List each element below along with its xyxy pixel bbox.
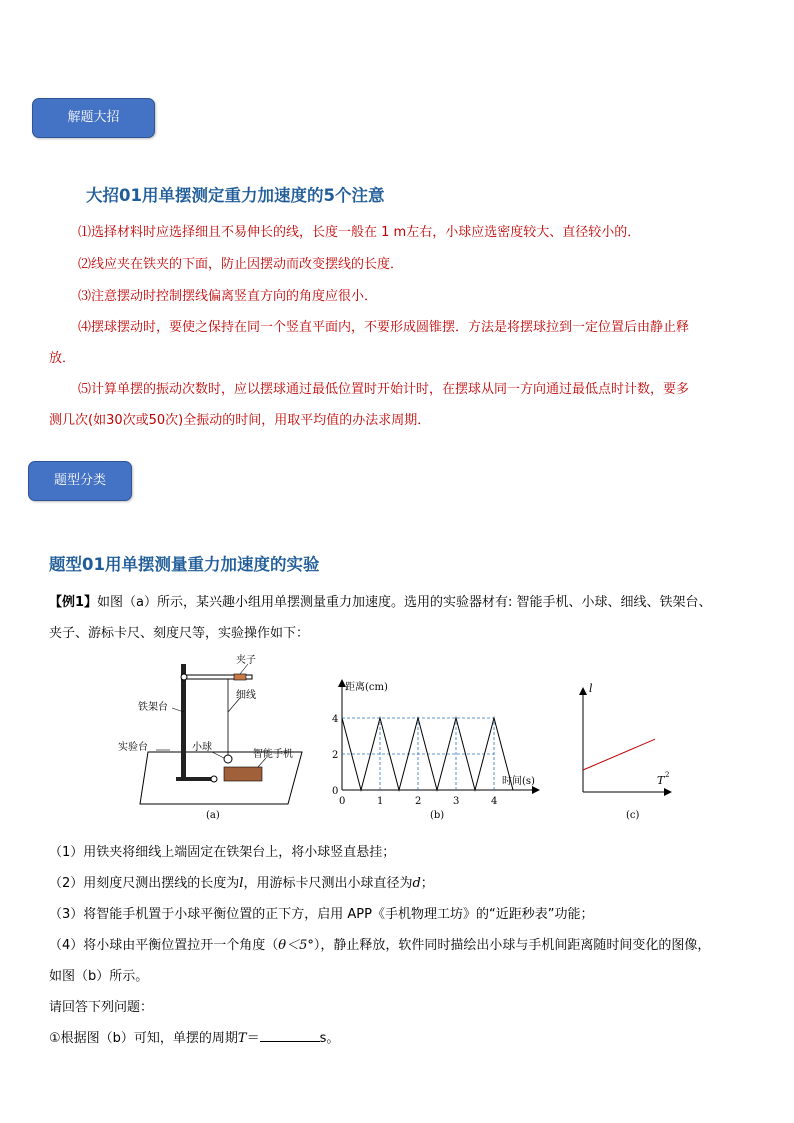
label-clip: 夹子 bbox=[236, 655, 256, 666]
note-item-5: ⑸计算单摆的振动次数时，应以摆球通过最低位置时开始计时，在摆球从同一方向通过最低点时计数，要多 bbox=[78, 382, 690, 397]
note-item-5-cont: 测几次(如30次或50次)全振动的时间，用取平均值的办法求周期． bbox=[49, 413, 431, 428]
label-string: 细线 bbox=[236, 690, 256, 701]
b-ylabel: 距离(cm) bbox=[345, 682, 388, 693]
clip bbox=[234, 674, 246, 680]
example-intro-line2: 夹子、游标卡尺、刻度尺等，实验操作如下： bbox=[49, 626, 310, 641]
smartphone bbox=[224, 767, 262, 781]
note-item-2: ⑵线应夹在铁夹的下面，防止因摆动而改变摆线的长度． bbox=[78, 257, 404, 272]
b-xtick-2: 2 bbox=[415, 796, 422, 807]
question-1 bbox=[49, 1027, 339, 1046]
b-xtick-3: 3 bbox=[453, 796, 460, 807]
caption-c: (c) bbox=[626, 810, 640, 821]
var-d: d bbox=[412, 876, 421, 891]
note-item-1: ⑴选择材料时应选择细且不易伸长的线，长度一般在 1 m左右，小球应选密度较大、直径较小的． bbox=[78, 225, 641, 240]
c-xlabel-sup: 2 bbox=[665, 771, 670, 779]
var-T: T bbox=[237, 1031, 247, 1046]
step-4-end: ），静止释放，软件同时描绘出小球与手机间距离随时间变化的图像， bbox=[313, 938, 711, 953]
step-1: （1）用铁夹将细线上端固定在铁架台上，将小球竖直悬挂； bbox=[49, 845, 396, 860]
step-2-end: ； bbox=[420, 876, 434, 891]
pendulum-ball bbox=[224, 755, 232, 763]
label-phone: 智能手机 bbox=[253, 749, 293, 760]
b-ytick-4: 4 bbox=[332, 714, 339, 725]
section-tag-solving-tips: 解题大招 bbox=[32, 98, 155, 138]
b-xtick-4: 4 bbox=[491, 796, 498, 807]
example-intro-line1 bbox=[49, 591, 712, 610]
q1-eq: ＝ bbox=[246, 1031, 260, 1046]
q1-suffix: s。 bbox=[319, 1031, 340, 1046]
c-xlabel: T bbox=[657, 774, 665, 787]
b-xtick-0: 0 bbox=[339, 796, 346, 807]
example-intro-text: 如图（a）所示，某兴趣小组用单摆测量重力加速度。选用的实验器材有: 智能手机、小球、细线、铁架台、 bbox=[97, 595, 712, 610]
c-ylabel: l bbox=[589, 682, 593, 695]
step-4 bbox=[49, 934, 710, 953]
b-ytick-0: 0 bbox=[332, 786, 339, 797]
step-2-mid: ，用游标卡尺测出小球直径为 bbox=[243, 876, 413, 891]
caption-a: (a) bbox=[206, 810, 220, 821]
q1-prefix: ①根据图（b）可知，单摆的周期 bbox=[49, 1031, 238, 1046]
label-ball: 小球 bbox=[192, 742, 212, 753]
prompt: 请回答下列问题： bbox=[49, 1000, 154, 1015]
label-stand: 铁架台 bbox=[138, 702, 168, 713]
figure-a-apparatus bbox=[110, 652, 310, 824]
step-2-text: （2）用刻度尺测出摆线的长度为 bbox=[49, 876, 240, 891]
note-item-3: ⑶注意摆动时控制摆线偏离竖直方向的角度应很小． bbox=[78, 289, 378, 304]
caption-b: (b) bbox=[430, 810, 445, 821]
section1-title: 大招01用单摆测定重力加速度的5个注意 bbox=[86, 186, 385, 205]
leader-ball bbox=[212, 752, 224, 758]
step-3: （3）将智能手机置于小球平衡位置的正下方，启用 APP《手机物理工坊》的“近距秒表”功能； bbox=[49, 907, 594, 922]
b-ytick-2: 2 bbox=[332, 750, 339, 761]
section-tag-question-types: 题型分类 bbox=[28, 461, 132, 501]
stand-clamp bbox=[181, 674, 187, 680]
figure-b-distance-time bbox=[325, 652, 547, 824]
step-4-cont: 如图（b）所示。 bbox=[49, 969, 149, 984]
stand-pole bbox=[181, 664, 186, 779]
section2-title: 题型01用单摆测量重力加速度的实验 bbox=[49, 555, 320, 574]
b-xlabel: 时间(s) bbox=[502, 776, 535, 787]
note-item-4-cont: 放． bbox=[49, 351, 76, 366]
step-2 bbox=[49, 872, 434, 891]
figure-c-l-vs-t2 bbox=[575, 652, 675, 824]
stand-foot bbox=[211, 776, 217, 782]
stand-base bbox=[176, 777, 214, 781]
label-table: 实验台 bbox=[118, 742, 148, 753]
note-item-4: ⑷摆球摆动时，要使之保持在同一个竖直平面内，不要形成圆锥摆．方法是将摆球拉到一定位置后由静止释 bbox=[78, 320, 690, 335]
var-theta: θ＜5° bbox=[278, 938, 314, 953]
answer-blank[interactable] bbox=[260, 1030, 320, 1042]
step-4-text: （4）将小球由平衡位置拉开一个角度（ bbox=[49, 938, 279, 953]
example-label: 【例1】 bbox=[49, 595, 98, 610]
var-l: l bbox=[239, 876, 244, 891]
b-xtick-1: 1 bbox=[377, 796, 384, 807]
c-series-line bbox=[583, 739, 655, 770]
